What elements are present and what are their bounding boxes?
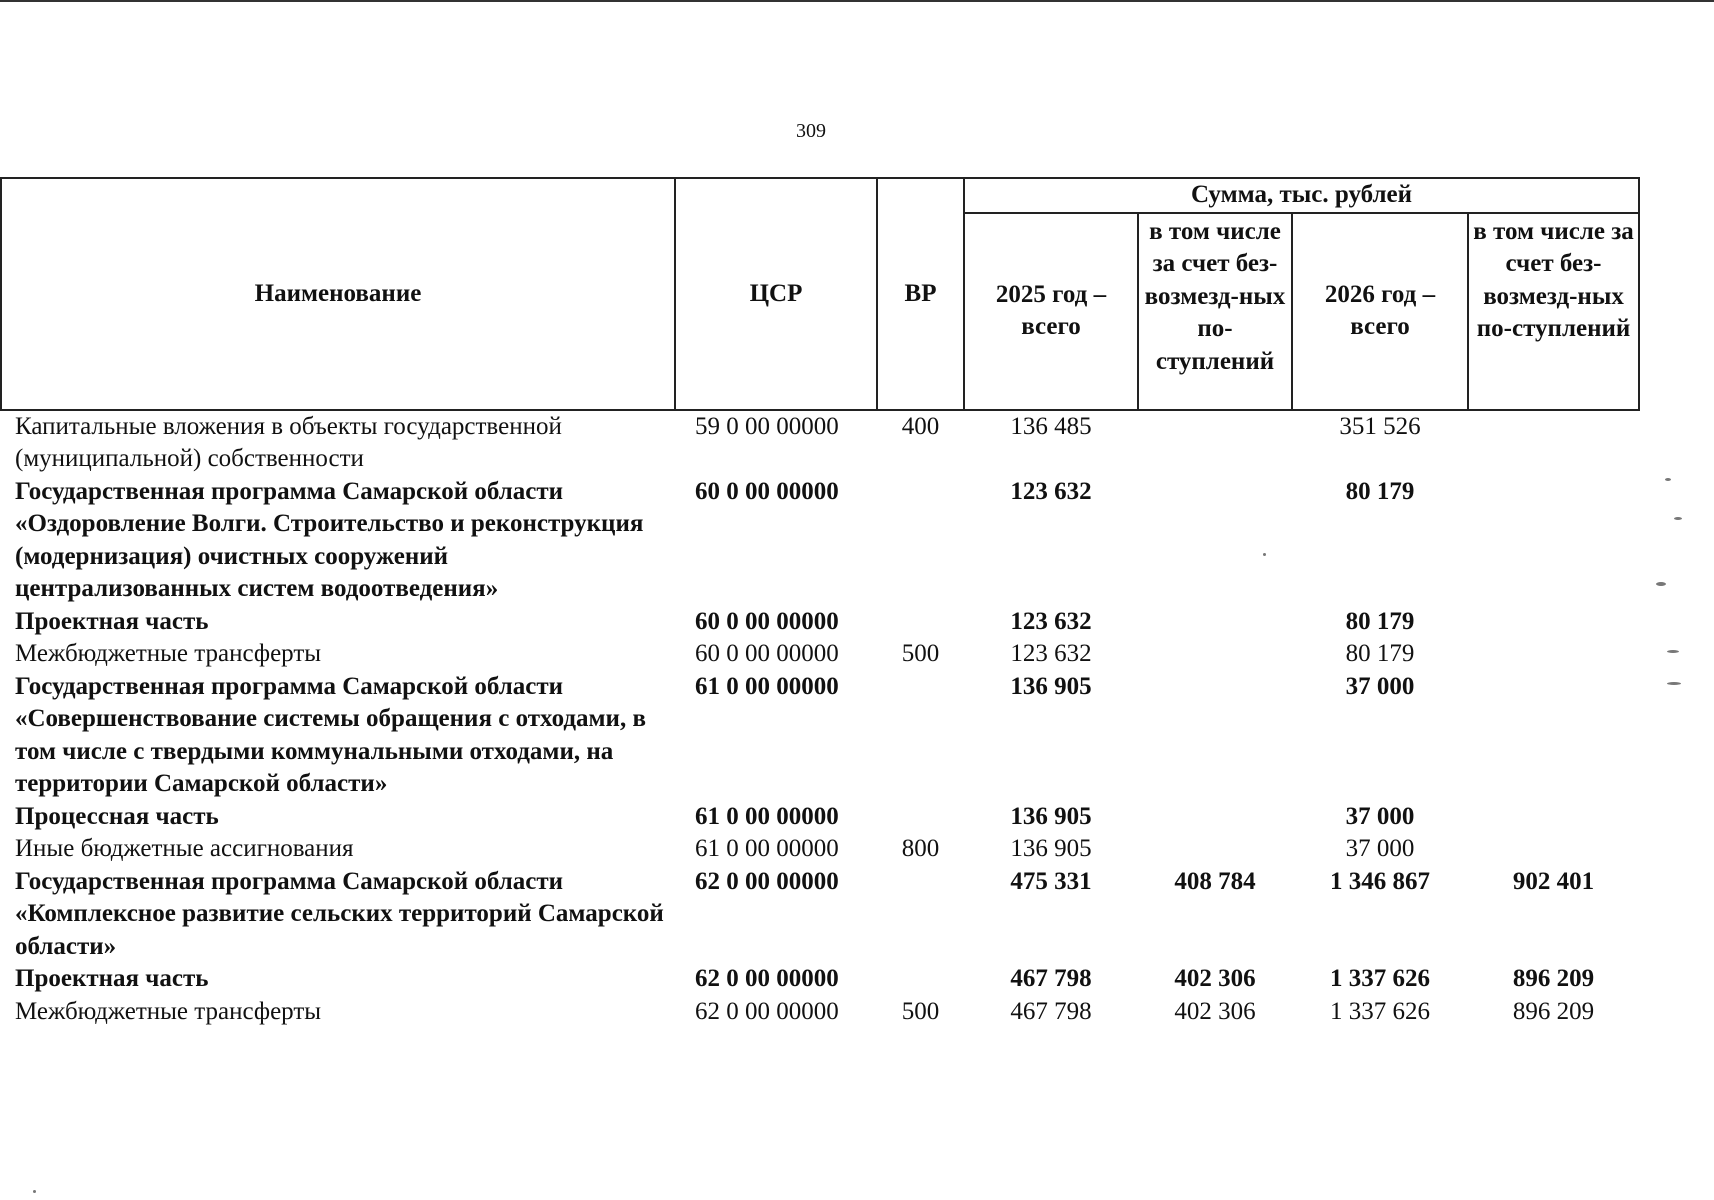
row-csr: 62 0 00 00000: [695, 965, 839, 992]
row-2026-free: [1468, 410, 1639, 476]
row-2026-total: 1 346 867: [1330, 867, 1430, 895]
header-vr: ВР: [877, 178, 964, 410]
row-2026-total: 80 179: [1345, 607, 1415, 635]
row-2025-total: 467 798: [1010, 965, 1092, 992]
row-vr: [877, 606, 964, 639]
table-row: [1, 833, 1639, 866]
row-2025-free: 402 306: [1174, 997, 1256, 1025]
row-2025-total: 123 632: [1010, 640, 1092, 667]
row-csr: 59 0 00 00000: [695, 412, 839, 440]
row-2026-free: 902 401: [1512, 867, 1595, 895]
row-2025-free: 402 306: [1174, 965, 1256, 992]
table-body: [1, 410, 1639, 1029]
row-vr: [877, 671, 964, 801]
row-2025-free: [1138, 801, 1292, 834]
row-2026-free: 896 209: [1512, 965, 1595, 992]
row-2026-total: 37 000: [1345, 835, 1415, 862]
row-2026-free: [1468, 801, 1639, 834]
budget-table: [0, 177, 1640, 1028]
row-2025-total: 123 632: [1010, 607, 1092, 635]
row-vr: [877, 963, 964, 996]
budget-table-container: [0, 177, 1638, 1028]
row-2025-total: 467 798: [1010, 997, 1092, 1025]
row-name: Государственная программа Самарской области «Совершенствование системы обращения с отходами, в том числе с твердыми коммунальными отходами, на территории Самарской области»: [15, 672, 646, 797]
scan-speck: [1667, 650, 1679, 653]
row-csr: 60 0 00 00000: [695, 607, 839, 635]
scan-speck: [1674, 517, 1682, 520]
table-row: [1, 638, 1639, 671]
table-row: [1, 410, 1639, 476]
row-2025-free: [1138, 410, 1292, 476]
row-name: Процессная часть: [15, 802, 219, 830]
table-row: [1, 866, 1639, 964]
row-name: Проектная часть: [15, 965, 209, 992]
row-2026-total: 80 179: [1345, 477, 1415, 505]
row-name: Межбюджетные трансферты: [15, 997, 322, 1025]
row-2026-free: [1468, 476, 1639, 606]
row-csr: 60 0 00 00000: [695, 477, 839, 505]
row-2025-total: 123 632: [1010, 477, 1092, 505]
table-row: [1, 606, 1639, 639]
scan-speck: [33, 1190, 36, 1193]
row-2026-total: 351 526: [1339, 412, 1421, 440]
header-csr: ЦСР: [675, 178, 877, 410]
scan-speck: [1665, 478, 1671, 481]
top-border-line: [0, 0, 1714, 2]
table-row: [1, 671, 1639, 801]
row-csr: 61 0 00 00000: [695, 672, 839, 700]
scan-speck: [1263, 553, 1266, 556]
table-row: [1, 996, 1639, 1029]
table-header: [1, 178, 1639, 410]
header-2025-total: 2025 год – всего: [964, 213, 1138, 410]
row-name: Государственная программа Самарской области «Оздоровление Волги. Строительство и реконструкция (модернизация) очистных сооружений централизованных систем водоотведения»: [15, 477, 644, 602]
row-2026-free: [1468, 638, 1639, 671]
header-sum-group: Сумма, тыс. рублей: [964, 178, 1639, 213]
row-name: Иные бюджетные ассигнования: [15, 835, 354, 862]
row-2026-free: 896 209: [1512, 997, 1595, 1025]
row-2026-total: 1 337 626: [1330, 997, 1430, 1025]
table-row: [1, 801, 1639, 834]
scan-speck: [1656, 582, 1666, 586]
row-csr: 61 0 00 00000: [695, 835, 839, 862]
row-2025-total: 136 905: [1010, 835, 1092, 862]
row-csr: 62 0 00 00000: [695, 997, 839, 1025]
row-csr: 61 0 00 00000: [695, 802, 839, 830]
row-2025-free: [1138, 671, 1292, 801]
row-vr: 500: [901, 640, 940, 667]
header-2026-total: 2026 год – всего: [1292, 213, 1468, 410]
header-2025-free: в том числе за счет без-возмезд-ных по-ступлений: [1138, 213, 1292, 410]
row-2026-total: 80 179: [1345, 640, 1415, 667]
row-vr: 500: [901, 997, 940, 1025]
table-row: [1, 476, 1639, 606]
header-2026-free: в том числе за счет без-возмезд-ных по-ступлений: [1468, 213, 1639, 410]
page-number: 309: [796, 120, 826, 142]
row-2025-free: [1138, 606, 1292, 639]
row-2026-total: 37 000: [1345, 802, 1415, 830]
row-name: Проектная часть: [15, 607, 209, 635]
row-2025-total: 136 485: [1010, 412, 1092, 440]
row-2026-total: 1 337 626: [1330, 965, 1430, 992]
row-vr: [877, 801, 964, 834]
row-2026-free: [1468, 833, 1639, 866]
row-vr: 400: [901, 412, 940, 440]
row-csr: 60 0 00 00000: [695, 640, 839, 667]
row-2025-free: [1138, 638, 1292, 671]
row-name: Капитальные вложения в объекты государственной (муниципальной) собственности: [15, 412, 562, 472]
header-name: Наименование: [1, 178, 675, 410]
row-2026-total: 37 000: [1345, 672, 1415, 700]
row-2025-total: 136 905: [1010, 802, 1092, 830]
scan-speck: [1667, 682, 1681, 685]
row-2026-free: [1468, 671, 1639, 801]
row-name: Государственная программа Самарской области «Комплексное развитие сельских территорий Самарской области»: [15, 867, 664, 960]
row-2025-free: 408 784: [1174, 867, 1256, 895]
row-2025-free: [1138, 476, 1292, 606]
row-vr: [877, 476, 964, 606]
row-2026-free: [1468, 606, 1639, 639]
row-2025-total: 136 905: [1010, 672, 1092, 700]
row-2025-total: 475 331: [1010, 867, 1092, 895]
row-vr: 800: [901, 835, 940, 862]
row-2025-free: [1138, 833, 1292, 866]
row-name: Межбюджетные трансферты: [15, 640, 322, 667]
table-row: [1, 963, 1639, 996]
row-csr: 62 0 00 00000: [695, 867, 839, 895]
row-vr: [877, 866, 964, 964]
